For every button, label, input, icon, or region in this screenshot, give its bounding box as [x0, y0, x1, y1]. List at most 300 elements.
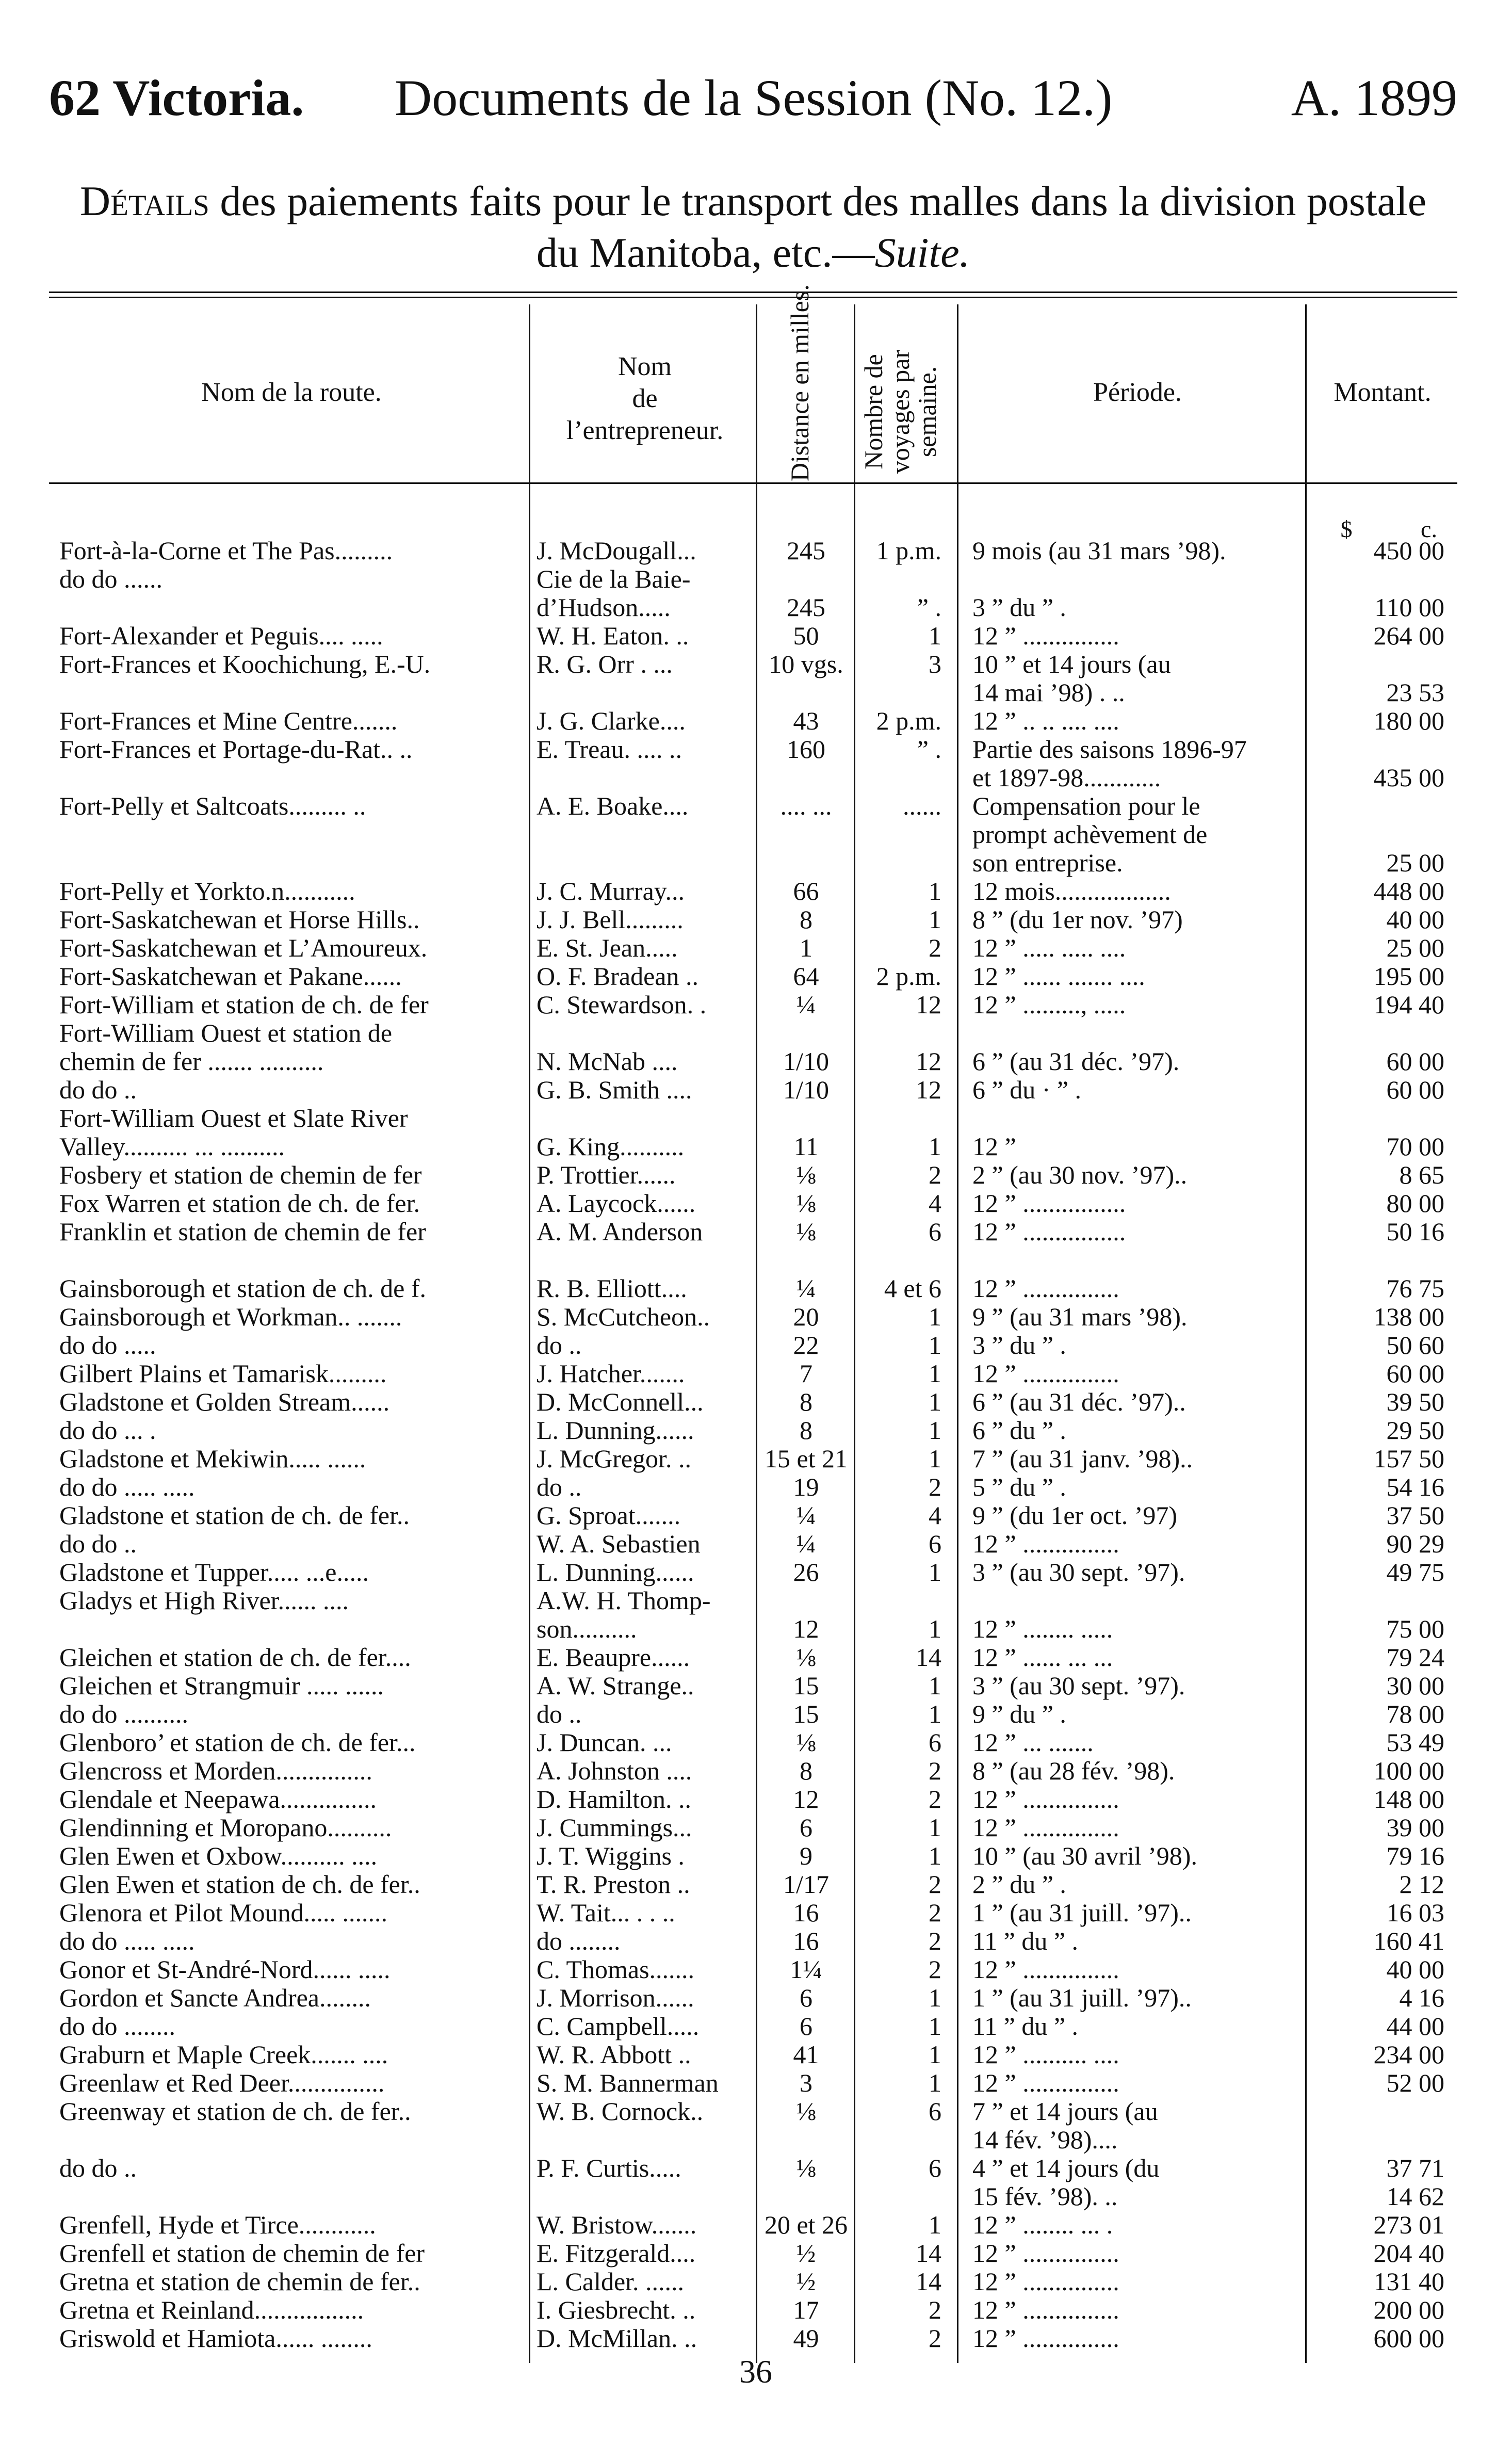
periode-cell: 6 ” du · ” . — [972, 1075, 1082, 1104]
table-row — [0, 1700, 1512, 1728]
entrepreneur-cell: J. McDougall... — [536, 536, 696, 565]
periode-cell: 3 ” (au 30 sept. ’97). — [972, 1558, 1185, 1586]
periode-cell: 12 ” .. .. .... .... — [972, 706, 1119, 735]
route-cell: do do ...... — [59, 564, 162, 593]
header-documents: Documents de la Session (No. 12.) — [395, 69, 1113, 126]
entrepreneur-cell: I. Giesbrecht. .. — [536, 2295, 696, 2324]
route-cell: Fort-Saskatchewan et Horse Hills.. — [59, 905, 420, 934]
table-row — [0, 934, 1512, 962]
periode-cell: 12 ” ............... — [972, 1955, 1119, 1984]
voyages-cell: 2 — [929, 2295, 941, 2324]
montant-cell: 75 00 — [1386, 1614, 1444, 1643]
table-row — [0, 1615, 1512, 1643]
distance-cell: ⅛ — [796, 2097, 816, 2126]
entrepreneur-cell: do .. — [536, 1699, 582, 1728]
montant-cell: 448 00 — [1373, 877, 1444, 905]
voyages-cell: 1 — [929, 2068, 941, 2097]
entrepreneur-cell: J. Duncan. ... — [536, 1728, 672, 1757]
voyages-cell: 4 — [929, 1189, 941, 1218]
periode-cell: 12 ” — [972, 1132, 1016, 1161]
periode-cell: prompt achèvement de — [972, 820, 1208, 849]
route-cell: Fort-Pelly et Saltcoats......... .. — [59, 791, 366, 820]
periode-cell: 3 ” du ” . — [972, 593, 1066, 622]
voyages-cell: 3 — [929, 650, 941, 678]
page-number: 36 — [739, 2353, 772, 2390]
periode-cell: 12 ” ............... — [972, 2068, 1119, 2097]
voyages-cell: 1 — [929, 2012, 941, 2041]
entrepreneur-cell: J. Morrison...... — [536, 1983, 694, 2012]
entrepreneur-cell: A.W. H. Thomp- — [536, 1586, 711, 1615]
distance-cell: 16 — [793, 1898, 819, 1927]
distance-cell: 20 — [793, 1302, 819, 1331]
route-cell: Fort-à-la-Corne et The Pas......... — [59, 536, 393, 565]
route-cell: Fort-Saskatchewan et Pakane...... — [59, 962, 402, 991]
voyages-cell: 1 — [929, 905, 941, 934]
voyages-cell: 2 — [929, 1756, 941, 1785]
title-line1: des paiements faits pour le transport des malles dans la division postale — [209, 177, 1427, 224]
col-voyages: Nombre de voyages par semaine. — [859, 349, 941, 474]
route-cell: Glenboro’ et station de ch. de fer... — [59, 1728, 416, 1757]
table-row — [0, 2182, 1512, 2211]
voyages-cell: 1 — [929, 1841, 941, 1870]
voyages-cell: 6 — [929, 1529, 941, 1558]
table-row — [0, 1388, 1512, 1416]
periode-cell: 12 ” ............... — [972, 2267, 1119, 2296]
distance-cell: ⅛ — [796, 2154, 816, 2182]
entrepreneur-cell: J. G. Clarke.... — [536, 706, 686, 735]
distance-cell: 26 — [793, 1558, 819, 1586]
table-row — [0, 962, 1512, 991]
distance-cell: 16 — [793, 1926, 819, 1955]
table-row — [0, 2268, 1512, 2296]
voyages-cell: 1 — [929, 1671, 941, 1700]
route-cell: Gladstone et Mekiwin..... ...... — [59, 1444, 366, 1473]
distance-cell: 20 et 26 — [764, 2210, 848, 2239]
montant-cell: 435 00 — [1373, 763, 1444, 792]
montant-cell: 2 12 — [1399, 1870, 1444, 1899]
table-row — [0, 1019, 1512, 1047]
entrepreneur-cell: W. Tait... . . .. — [536, 1898, 675, 1927]
distance-cell: ⅛ — [796, 1217, 816, 1246]
voyages-cell: 2 — [929, 1785, 941, 1814]
route-cell: Glendale et Neepawa............... — [59, 1785, 377, 1814]
distance-cell: 9 — [800, 1841, 812, 1870]
montant-cell: 450 00 — [1373, 536, 1444, 565]
montant-cell: 148 00 — [1373, 1785, 1444, 1814]
voyages-cell: 14 — [916, 2239, 941, 2268]
entrepreneur-cell: W. R. Abbott .. — [536, 2040, 691, 2069]
montant-cell: 76 75 — [1386, 1274, 1444, 1303]
montant-cell: 600 00 — [1373, 2324, 1444, 2353]
distance-cell: 8 — [800, 1756, 812, 1785]
route-cell: Valley.......... ... .......... — [59, 1132, 285, 1161]
distance-cell: 160 — [787, 735, 825, 764]
entrepreneur-cell: C. Stewardson. . — [536, 990, 707, 1019]
table-row — [0, 2154, 1512, 2182]
distance-cell: 8 — [800, 1416, 812, 1445]
top-rule — [49, 292, 1457, 293]
montant-cell: 50 16 — [1386, 1217, 1444, 1246]
table-row — [0, 1501, 1512, 1530]
distance-cell: 12 — [793, 1785, 819, 1814]
table-row — [0, 622, 1512, 650]
montant-cell: 37 71 — [1386, 2154, 1444, 2182]
table-row — [0, 1076, 1512, 1104]
distance-cell: ½ — [796, 2267, 816, 2296]
entrepreneur-cell: E. Fitzgerald.... — [536, 2239, 696, 2268]
periode-cell: 5 ” du ” . — [972, 1472, 1066, 1501]
table-row — [0, 1416, 1512, 1445]
route-cell: Gilbert Plains et Tamarisk......... — [59, 1359, 387, 1388]
entrepreneur-cell: T. R. Preston .. — [536, 1870, 690, 1899]
route-cell: do do ........ — [59, 2012, 175, 2041]
voyages-cell: 1 — [929, 1614, 941, 1643]
distance-cell: 6 — [800, 2012, 812, 2041]
distance-cell: 1¼ — [790, 1955, 822, 1984]
voyages-cell: 1 p.m. — [876, 536, 941, 565]
entrepreneur-cell: R. G. Orr . ... — [536, 650, 673, 678]
table-row — [0, 1814, 1512, 1842]
periode-cell: 4 ” et 14 jours (du — [972, 2154, 1160, 2182]
route-cell: Fort-William Ouest et station de — [59, 1018, 393, 1047]
route-cell: chemin de fer ....... .......... — [59, 1047, 324, 1076]
montant-cell: 200 00 — [1373, 2295, 1444, 2324]
entrepreneur-cell: W. H. Eaton. .. — [536, 621, 689, 650]
voyages-cell: 2 — [929, 1870, 941, 1899]
periode-cell: 12 ” ............... — [972, 1785, 1119, 1814]
table-row — [0, 1955, 1512, 1984]
periode-cell: 12 ” ... ....... — [972, 1728, 1094, 1757]
montant-cell: 23 53 — [1386, 678, 1444, 707]
entrepreneur-cell: E. Treau. .... .. — [536, 735, 682, 764]
distance-cell: ¼ — [796, 1501, 816, 1530]
table-row — [0, 1927, 1512, 1955]
table-row — [0, 1870, 1512, 1899]
periode-cell: 12 ” ............... — [972, 2324, 1119, 2353]
distance-cell: 22 — [793, 1331, 819, 1359]
voyages-cell: 2 — [929, 933, 941, 962]
distance-cell: 19 — [793, 1472, 819, 1501]
montant-cell: 54 16 — [1386, 1472, 1444, 1501]
entrepreneur-cell: S. McCutcheon.. — [536, 1302, 710, 1331]
table-row — [0, 1643, 1512, 1672]
table-row — [0, 849, 1512, 877]
periode-cell: 7 ” et 14 jours (au — [972, 2097, 1158, 2126]
distance-cell: 12 — [793, 1614, 819, 1643]
route-cell: do do ..... ..... — [59, 1472, 195, 1501]
periode-cell: 12 ” ............... — [972, 621, 1119, 650]
voyages-cell: 1 — [929, 2040, 941, 2069]
distance-cell: ⅛ — [796, 1160, 816, 1189]
entrepreneur-cell: G. Sproat....... — [536, 1501, 681, 1530]
distance-cell: 41 — [793, 2040, 819, 2069]
montant-cell: 4 16 — [1399, 1983, 1444, 2012]
distance-cell: 64 — [793, 962, 819, 991]
montant-cell: 79 24 — [1386, 1643, 1444, 1672]
table-row — [0, 1445, 1512, 1473]
periode-cell: 6 ” (au 31 déc. ’97).. — [972, 1387, 1186, 1416]
route-cell: Graburn et Maple Creek....... .... — [59, 2040, 388, 2069]
col-montant: Montant. — [1334, 378, 1432, 407]
table-row — [0, 537, 1512, 565]
montant-cell: 195 00 — [1373, 962, 1444, 991]
voyages-cell: 1 — [929, 621, 941, 650]
periode-cell: 12 ” ........., ..... — [972, 990, 1126, 1019]
montant-cell: 160 41 — [1373, 1926, 1444, 1955]
periode-cell: 12 ” ............... — [972, 2295, 1119, 2324]
entrepreneur-cell: D. McConnell... — [536, 1387, 704, 1416]
entrepreneur-cell: Cie de la Baie- — [536, 564, 691, 593]
route-cell: Fort-Pelly et Yorkto.n........... — [59, 877, 355, 905]
table-row — [0, 707, 1512, 735]
route-cell: Glendinning et Moropano.......... — [59, 1813, 392, 1842]
entrepreneur-cell: L. Dunning...... — [536, 1416, 694, 1445]
table-row — [0, 820, 1512, 849]
periode-cell: 12 ” ............... — [972, 1529, 1119, 1558]
page-header — [49, 67, 1457, 129]
route-cell: Fort-Alexander et Peguis.... ..... — [59, 621, 383, 650]
table-row — [0, 1530, 1512, 1558]
table-row — [0, 565, 1512, 593]
distance-cell: 66 — [793, 877, 819, 905]
distance-cell: 8 — [800, 1387, 812, 1416]
col-route: Nom de la route. — [201, 378, 382, 407]
title-line2: du Manitoba, etc.— — [536, 229, 875, 276]
voyages-cell: 6 — [929, 2097, 941, 2126]
route-cell: do do ... . — [59, 1416, 156, 1445]
distance-cell: 1 — [800, 933, 812, 962]
voyages-cell: 2 p.m. — [876, 706, 941, 735]
route-cell: do do .. — [59, 1529, 137, 1558]
voyages-cell: 1 — [929, 1416, 941, 1445]
periode-cell: 11 ” du ” . — [972, 2012, 1079, 2041]
voyages-cell: 12 — [916, 1075, 941, 1104]
route-cell: Gainsborough et Workman.. ....... — [59, 1302, 402, 1331]
entrepreneur-cell: N. McNab .... — [536, 1047, 678, 1076]
route-cell: do do .......... — [59, 1699, 188, 1728]
table-row — [0, 2069, 1512, 2097]
montant-cell: 204 40 — [1373, 2239, 1444, 2268]
periode-cell: 12 ” ................ — [972, 1189, 1126, 1218]
top-rule-2 — [49, 297, 1457, 298]
periode-cell: 12 mois.................. — [972, 877, 1171, 905]
table-row — [0, 1218, 1512, 1274]
montant-cell: 110 00 — [1374, 593, 1444, 622]
table-row — [0, 1558, 1512, 1586]
route-cell: do do ..... ..... — [59, 1926, 195, 1955]
distance-cell: 1/10 — [783, 1075, 829, 1104]
route-cell: Gladstone et Tupper..... ...e..... — [59, 1558, 369, 1586]
voyages-cell: 1 — [929, 1558, 941, 1586]
table-row — [0, 1047, 1512, 1076]
table-row — [0, 1132, 1512, 1161]
montant-cell: 29 50 — [1386, 1416, 1444, 1445]
header-rule — [49, 482, 1457, 484]
periode-cell: 12 ” ............... — [972, 1813, 1119, 1842]
periode-cell: 3 ” du ” . — [972, 1331, 1066, 1359]
periode-cell: 8 ” (du 1er nov. ’97) — [972, 905, 1183, 934]
route-cell: Glencross et Morden............... — [59, 1756, 372, 1785]
voyages-cell: 12 — [916, 1047, 941, 1076]
table-row — [0, 2097, 1512, 2126]
route-cell: do do .. — [59, 1075, 137, 1104]
montant-cell: 39 50 — [1386, 1387, 1444, 1416]
distance-cell: 15 — [793, 1699, 819, 1728]
entrepreneur-cell: d’Hudson..... — [536, 593, 671, 622]
periode-cell: 10 ” et 14 jours (au — [972, 650, 1171, 678]
periode-cell: 9 ” (au 31 mars ’98). — [972, 1302, 1188, 1331]
voyages-cell: 1 — [929, 2210, 941, 2239]
table-row — [0, 1359, 1512, 1388]
montant-cell: 78 00 — [1386, 1699, 1444, 1728]
entrepreneur-cell: D. Hamilton. .. — [536, 1785, 691, 1814]
entrepreneur-cell: W. A. Sebastien — [536, 1529, 701, 1558]
voyages-cell: 2 — [929, 1955, 941, 1984]
voyages-cell: 4 et 6 — [884, 1274, 941, 1303]
periode-cell: 1 ” (au 31 juill. ’97).. — [972, 1983, 1192, 2012]
entrepreneur-cell: E. St. Jean..... — [536, 933, 678, 962]
distance-cell: 7 — [800, 1359, 812, 1388]
periode-cell: 9 ” du ” . — [972, 1699, 1066, 1728]
montant-cell: 52 00 — [1386, 2068, 1444, 2097]
montant-cell: 157 50 — [1373, 1444, 1444, 1473]
table-row — [0, 2239, 1512, 2268]
route-cell: Glen Ewen et Oxbow.......... .... — [59, 1841, 378, 1870]
periode-cell: 12 ” ........ ... . — [972, 2210, 1113, 2239]
distance-cell: 1/17 — [783, 1870, 829, 1899]
route-cell: Fort-Frances et Portage-du-Rat.. .. — [59, 735, 413, 764]
montant-cell: 16 03 — [1386, 1898, 1444, 1927]
table-row — [0, 1728, 1512, 1757]
montant-cell: 131 40 — [1373, 2267, 1444, 2296]
montant-cell: 49 75 — [1386, 1558, 1444, 1586]
periode-cell: 9 ” (du 1er oct. ’97) — [972, 1501, 1178, 1530]
voyages-cell: 2 — [929, 1926, 941, 1955]
entrepreneur-cell: W. Bristow....... — [536, 2210, 697, 2239]
periode-cell: 12 ” ..... ..... .... — [972, 933, 1126, 962]
periode-cell: 12 ” ...... ....... .... — [972, 962, 1145, 991]
table-row — [0, 678, 1512, 707]
entrepreneur-cell: do .. — [536, 1331, 582, 1359]
table-row — [0, 1161, 1512, 1189]
distance-cell: .... ... — [780, 791, 832, 820]
route-cell: Gretna et Reinland................. — [59, 2295, 364, 2324]
table-row — [0, 650, 1512, 678]
voyages-cell: 6 — [929, 1728, 941, 1757]
periode-cell: 12 ” ................ — [972, 1217, 1126, 1246]
periode-cell: 12 ” ............... — [972, 1359, 1119, 1388]
route-cell: Glenora et Pilot Mound..... ....... — [59, 1898, 388, 1927]
table-row — [0, 735, 1512, 764]
distance-cell: 11 — [793, 1132, 819, 1161]
entrepreneur-cell: do .. — [536, 1472, 582, 1501]
col-periode: Période. — [1093, 378, 1182, 407]
route-cell: Glen Ewen et station de ch. de fer.. — [59, 1870, 420, 1899]
table-row — [0, 877, 1512, 905]
voyages-cell: 14 — [916, 2267, 941, 2296]
table-row — [0, 764, 1512, 792]
montant-cell: 40 00 — [1386, 905, 1444, 934]
col-entrepreneur: Nom de l’entrepreneur. — [566, 352, 724, 445]
table-row — [0, 2324, 1512, 2353]
table-row — [0, 1842, 1512, 1870]
montant-cell: 70 00 — [1386, 1132, 1444, 1161]
table-row — [0, 2296, 1512, 2324]
periode-cell: 3 ” (au 30 sept. ’97). — [972, 1671, 1185, 1700]
route-cell: Gretna et station de chemin de fer.. — [59, 2267, 420, 2296]
montant-cell: 44 00 — [1386, 2012, 1444, 2041]
route-cell: Fort-William et station de ch. de fer — [59, 990, 429, 1019]
voyages-cell: ...... — [903, 791, 941, 820]
voyages-cell: 14 — [916, 1643, 941, 1672]
table-row — [0, 792, 1512, 820]
periode-cell: et 1897-98............ — [972, 763, 1161, 792]
distance-cell: 3 — [800, 2068, 812, 2097]
route-cell: Gleichen et station de ch. de fer.... — [59, 1643, 411, 1672]
table-body — [0, 537, 1512, 2353]
montant-cell: 80 00 — [1386, 1189, 1444, 1218]
route-cell: Greenway et station de ch. de fer.. — [59, 2097, 411, 2126]
distance-cell: ⅛ — [796, 1643, 816, 1672]
entrepreneur-cell: D. McMillan. .. — [536, 2324, 697, 2353]
periode-cell: 12 ” ...... ... ... — [972, 1643, 1113, 1672]
entrepreneur-cell: L. Calder. ...... — [536, 2267, 685, 2296]
montant-cell: 264 00 — [1373, 621, 1444, 650]
voyages-cell: 1 — [929, 1444, 941, 1473]
table-row — [0, 1104, 1512, 1132]
distance-cell: ½ — [796, 2239, 816, 2268]
periode-cell: 9 mois (au 31 mars ’98). — [972, 536, 1226, 565]
entrepreneur-cell: A. E. Boake.... — [536, 791, 689, 820]
entrepreneur-cell: A. W. Strange.. — [536, 1671, 694, 1700]
col-distance: Distance en milles. — [785, 284, 814, 481]
periode-cell: 12 ” .......... .... — [972, 2040, 1119, 2069]
route-cell: Fort-Saskatchewan et L’Amoureux. — [59, 933, 428, 962]
montant-cell: 194 40 — [1373, 990, 1444, 1019]
table-row — [0, 1899, 1512, 1927]
voyages-cell: 2 — [929, 1472, 941, 1501]
distance-cell: 8 — [800, 905, 812, 934]
table-row — [0, 1303, 1512, 1331]
voyages-cell: 1 — [929, 1302, 941, 1331]
montant-cell: 180 00 — [1373, 706, 1444, 735]
periode-cell: 12 ” ............... — [972, 1274, 1119, 1303]
montant-cell: 8 65 — [1399, 1160, 1444, 1189]
montant-cell: 40 00 — [1386, 1955, 1444, 1984]
distance-cell: 10 vgs. — [769, 650, 843, 678]
header-year: A. 1899 — [1291, 69, 1457, 126]
route-cell: Fort-Frances et Mine Centre....... — [59, 706, 398, 735]
voyages-cell: 2 p.m. — [876, 962, 941, 991]
periode-cell: Compensation pour le — [972, 791, 1200, 820]
entrepreneur-cell: G. B. Smith .... — [536, 1075, 692, 1104]
voyages-cell: 1 — [929, 1699, 941, 1728]
currency-cents: c. — [1421, 516, 1437, 542]
voyages-cell: ” . — [917, 735, 941, 764]
entrepreneur-cell: A. M. Anderson — [536, 1217, 703, 1246]
montant-cell: 39 00 — [1386, 1813, 1444, 1842]
table-row — [0, 1274, 1512, 1303]
distance-cell: 43 — [793, 706, 819, 735]
distance-cell: 15 et 21 — [764, 1444, 848, 1473]
table-row — [0, 1473, 1512, 1501]
distance-cell: 6 — [800, 1983, 812, 2012]
table-row — [0, 1984, 1512, 2012]
periode-cell: 2 ” (au 30 nov. ’97).. — [972, 1160, 1188, 1189]
route-cell: Greenlaw et Red Deer............... — [59, 2068, 385, 2097]
entrepreneur-cell: G. King.......... — [536, 1132, 685, 1161]
route-cell: Gonor et St-André-Nord...... ..... — [59, 1955, 391, 1984]
